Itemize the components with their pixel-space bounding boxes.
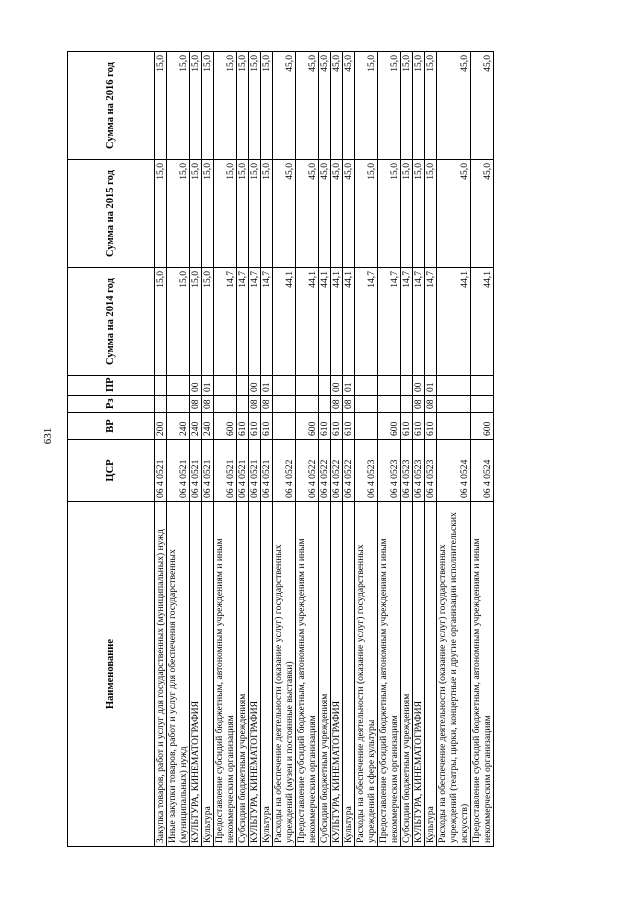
cell-y2014: 14,7 (214, 268, 237, 376)
cell-pr (167, 376, 190, 396)
cell-y2015: 45,0 (331, 160, 343, 268)
table-row (167, 52, 190, 847)
cell-y2014: 44,1 (331, 268, 343, 376)
header-2015: Сумма на 2015 год (68, 160, 155, 268)
cell-vr: 600 (296, 413, 319, 440)
cell-y2016: 45,0 (296, 52, 319, 160)
cell-y2016: 15,0 (202, 52, 214, 160)
cell-rz: 08 (202, 396, 214, 413)
cell-y2016: 15,0 (190, 52, 202, 160)
cell-csr: 06 4 0523 (378, 440, 401, 502)
table-row (378, 52, 401, 847)
cell-pr (237, 376, 249, 396)
table-row (214, 52, 237, 847)
table-row (437, 52, 471, 847)
cell-name: Закупка товаров, работ и услуг для государственных (муниципальных) нужд (155, 502, 167, 847)
table-row (155, 52, 167, 847)
header-2016: Сумма на 2016 год (68, 52, 155, 160)
cell-y2014: 44,1 (471, 268, 494, 376)
table-header-row (68, 52, 155, 847)
cell-y2014: 14,7 (378, 268, 401, 376)
cell-y2014: 14,7 (355, 268, 378, 376)
cell-y2015: 15,0 (425, 160, 437, 268)
cell-rz: 08 (249, 396, 261, 413)
cell-vr: 610 (249, 413, 261, 440)
cell-csr: 06 4 0521 (237, 440, 249, 502)
cell-name: Предоставление субсидий бюджетным, автономным учреждениям и иным некоммерческим организациям (296, 502, 319, 847)
cell-name: Субсидии бюджетным учреждениям (319, 502, 331, 847)
cell-y2015: 15,0 (249, 160, 261, 268)
cell-name: Предоставление субсидий бюджетным, автономным учреждениям и иным некоммерческим организациям (214, 502, 237, 847)
cell-y2016: 15,0 (355, 52, 378, 160)
table-row (319, 52, 331, 847)
cell-csr: 06 4 0523 (425, 440, 437, 502)
cell-y2016: 15,0 (214, 52, 237, 160)
cell-y2014: 15,0 (190, 268, 202, 376)
cell-csr: 06 4 0521 (190, 440, 202, 502)
table-row (261, 52, 273, 847)
cell-rz (237, 396, 249, 413)
cell-vr: 600 (378, 413, 401, 440)
cell-y2016: 15,0 (167, 52, 190, 160)
cell-vr: 610 (331, 413, 343, 440)
cell-csr: 06 4 0523 (355, 440, 378, 502)
cell-y2015: 15,0 (378, 160, 401, 268)
cell-y2014: 14,7 (401, 268, 413, 376)
cell-y2015: 15,0 (214, 160, 237, 268)
cell-y2015: 15,0 (355, 160, 378, 268)
cell-name: Расходы на обеспечение деятельности (оказание услуг) государственных учреждений (театры, цирки, концертные и другие организации исполнительских искусств) (437, 502, 471, 847)
cell-y2015: 15,0 (401, 160, 413, 268)
cell-pr: 01 (261, 376, 273, 396)
cell-rz (214, 396, 237, 413)
cell-y2015: 15,0 (190, 160, 202, 268)
cell-vr (355, 413, 378, 440)
table-row (237, 52, 249, 847)
cell-rz (273, 396, 296, 413)
cell-name: Иные закупки товаров, работ и услуг для обеспечения государственных (муниципальных) нужд (167, 502, 190, 847)
page-number: 631 (42, 427, 54, 445)
cell-name: Культура (343, 502, 355, 847)
table-row (296, 52, 319, 847)
cell-y2016: 15,0 (261, 52, 273, 160)
cell-y2015: 15,0 (261, 160, 273, 268)
table-row (273, 52, 296, 847)
cell-name: Расходы на обеспечение деятельности (оказание услуг) государственных учреждений (музеи и постоянные выставки) (273, 502, 296, 847)
cell-y2016: 15,0 (155, 52, 167, 160)
cell-pr (319, 376, 331, 396)
cell-y2014: 44,1 (319, 268, 331, 376)
cell-name: Культура (202, 502, 214, 847)
cell-vr: 610 (237, 413, 249, 440)
cell-vr: 610 (319, 413, 331, 440)
cell-y2016: 45,0 (273, 52, 296, 160)
table-row (343, 52, 355, 847)
cell-pr: 00 (413, 376, 425, 396)
cell-vr: 610 (401, 413, 413, 440)
cell-y2016: 15,0 (237, 52, 249, 160)
cell-y2015: 45,0 (296, 160, 319, 268)
cell-csr: 06 4 0521 (261, 440, 273, 502)
table-row (202, 52, 214, 847)
cell-rz: 08 (413, 396, 425, 413)
cell-y2016: 15,0 (249, 52, 261, 160)
cell-csr: 06 4 0522 (273, 440, 296, 502)
cell-csr: 06 4 0522 (343, 440, 355, 502)
cell-rz (471, 396, 494, 413)
cell-rz: 08 (190, 396, 202, 413)
budget-table (67, 51, 494, 847)
cell-y2015: 45,0 (273, 160, 296, 268)
cell-vr: 240 (190, 413, 202, 440)
cell-pr: 00 (249, 376, 261, 396)
cell-rz (319, 396, 331, 413)
cell-csr: 06 4 0522 (331, 440, 343, 502)
cell-csr: 06 4 0524 (437, 440, 471, 502)
cell-pr: 01 (202, 376, 214, 396)
table-row (355, 52, 378, 847)
cell-y2015: 15,0 (167, 160, 190, 268)
cell-name: КУЛЬТУРА, КИНЕМАТОГРАФИЯ (413, 502, 425, 847)
cell-y2014: 14,7 (413, 268, 425, 376)
cell-pr: 00 (331, 376, 343, 396)
cell-vr (273, 413, 296, 440)
cell-name: Предоставление субсидий бюджетным, автономным учреждениям и иным некоммерческим организациям (378, 502, 401, 847)
cell-y2015: 15,0 (413, 160, 425, 268)
cell-vr: 600 (214, 413, 237, 440)
table-row (413, 52, 425, 847)
cell-vr: 240 (202, 413, 214, 440)
cell-pr (378, 376, 401, 396)
cell-name: Культура (425, 502, 437, 847)
header-vr: ВР (68, 413, 155, 440)
header-rz: Рз (68, 396, 155, 413)
table-row (401, 52, 413, 847)
cell-pr: 01 (343, 376, 355, 396)
cell-y2014: 44,1 (296, 268, 319, 376)
cell-csr: 06 4 0521 (155, 440, 167, 502)
cell-y2014: 15,0 (155, 268, 167, 376)
table-row (190, 52, 202, 847)
cell-csr: 06 4 0524 (471, 440, 494, 502)
cell-csr: 06 4 0523 (401, 440, 413, 502)
cell-pr (155, 376, 167, 396)
cell-pr: 01 (425, 376, 437, 396)
header-2014: Сумма на 2014 год (68, 268, 155, 376)
cell-rz (401, 396, 413, 413)
cell-name: КУЛЬТУРА, КИНЕМАТОГРАФИЯ (190, 502, 202, 847)
budget-table-sheet (67, 52, 559, 847)
cell-name: Субсидии бюджетным учреждениям (401, 502, 413, 847)
cell-rz: 08 (331, 396, 343, 413)
cell-csr: 06 4 0522 (319, 440, 331, 502)
cell-pr (471, 376, 494, 396)
cell-pr (214, 376, 237, 396)
cell-vr (437, 413, 471, 440)
cell-rz: 08 (425, 396, 437, 413)
header-pr: ПР (68, 376, 155, 396)
cell-rz: 08 (261, 396, 273, 413)
cell-pr (355, 376, 378, 396)
table-row (249, 52, 261, 847)
cell-y2015: 15,0 (202, 160, 214, 268)
cell-y2015: 15,0 (155, 160, 167, 268)
cell-y2015: 45,0 (471, 160, 494, 268)
cell-rz (378, 396, 401, 413)
cell-y2016: 45,0 (331, 52, 343, 160)
cell-vr: 240 (167, 413, 190, 440)
header-csr: ЦСР (68, 440, 155, 502)
cell-pr (401, 376, 413, 396)
cell-y2014: 14,7 (261, 268, 273, 376)
cell-y2016: 15,0 (378, 52, 401, 160)
cell-y2016: 45,0 (319, 52, 331, 160)
cell-vr: 610 (413, 413, 425, 440)
cell-rz (437, 396, 471, 413)
cell-csr: 06 4 0521 (202, 440, 214, 502)
cell-csr: 06 4 0522 (296, 440, 319, 502)
cell-y2015: 15,0 (237, 160, 249, 268)
cell-csr: 06 4 0521 (167, 440, 190, 502)
cell-pr: 00 (190, 376, 202, 396)
cell-rz (155, 396, 167, 413)
cell-y2014: 15,0 (202, 268, 214, 376)
header-name: Наименование (68, 502, 155, 847)
cell-y2014: 14,7 (237, 268, 249, 376)
cell-y2014: 14,7 (249, 268, 261, 376)
cell-csr: 06 4 0521 (249, 440, 261, 502)
table-row (425, 52, 437, 847)
cell-pr (296, 376, 319, 396)
table-row (471, 52, 494, 847)
cell-pr (273, 376, 296, 396)
cell-name: Субсидии бюджетным учреждениям (237, 502, 249, 847)
cell-pr (437, 376, 471, 396)
cell-y2014: 44,1 (437, 268, 471, 376)
cell-rz (355, 396, 378, 413)
cell-y2016: 45,0 (437, 52, 471, 160)
cell-vr: 610 (261, 413, 273, 440)
cell-y2016: 15,0 (425, 52, 437, 160)
cell-name: Культура (261, 502, 273, 847)
cell-vr: 600 (471, 413, 494, 440)
cell-y2016: 15,0 (413, 52, 425, 160)
cell-name: Расходы на обеспечение деятельности (оказание услуг) государственных учреждений в сфере культуры (355, 502, 378, 847)
cell-rz (296, 396, 319, 413)
cell-name: КУЛЬТУРА, КИНЕМАТОГРАФИЯ (331, 502, 343, 847)
cell-y2015: 45,0 (319, 160, 331, 268)
cell-y2016: 45,0 (343, 52, 355, 160)
cell-y2015: 45,0 (437, 160, 471, 268)
cell-y2014: 14,7 (425, 268, 437, 376)
cell-y2014: 44,1 (343, 268, 355, 376)
cell-vr: 200 (155, 413, 167, 440)
cell-csr: 06 4 0523 (413, 440, 425, 502)
cell-y2015: 45,0 (343, 160, 355, 268)
cell-vr: 610 (343, 413, 355, 440)
cell-name: Предоставление субсидий бюджетным, автономным учреждениям и иным некоммерческим организациям (471, 502, 494, 847)
cell-y2014: 44,1 (273, 268, 296, 376)
cell-rz (167, 396, 190, 413)
cell-y2016: 45,0 (471, 52, 494, 160)
cell-csr: 06 4 0521 (214, 440, 237, 502)
cell-y2016: 15,0 (401, 52, 413, 160)
cell-y2014: 15,0 (167, 268, 190, 376)
cell-rz: 08 (343, 396, 355, 413)
table-row (331, 52, 343, 847)
cell-name: КУЛЬТУРА, КИНЕМАТОГРАФИЯ (249, 502, 261, 847)
cell-vr: 610 (425, 413, 437, 440)
